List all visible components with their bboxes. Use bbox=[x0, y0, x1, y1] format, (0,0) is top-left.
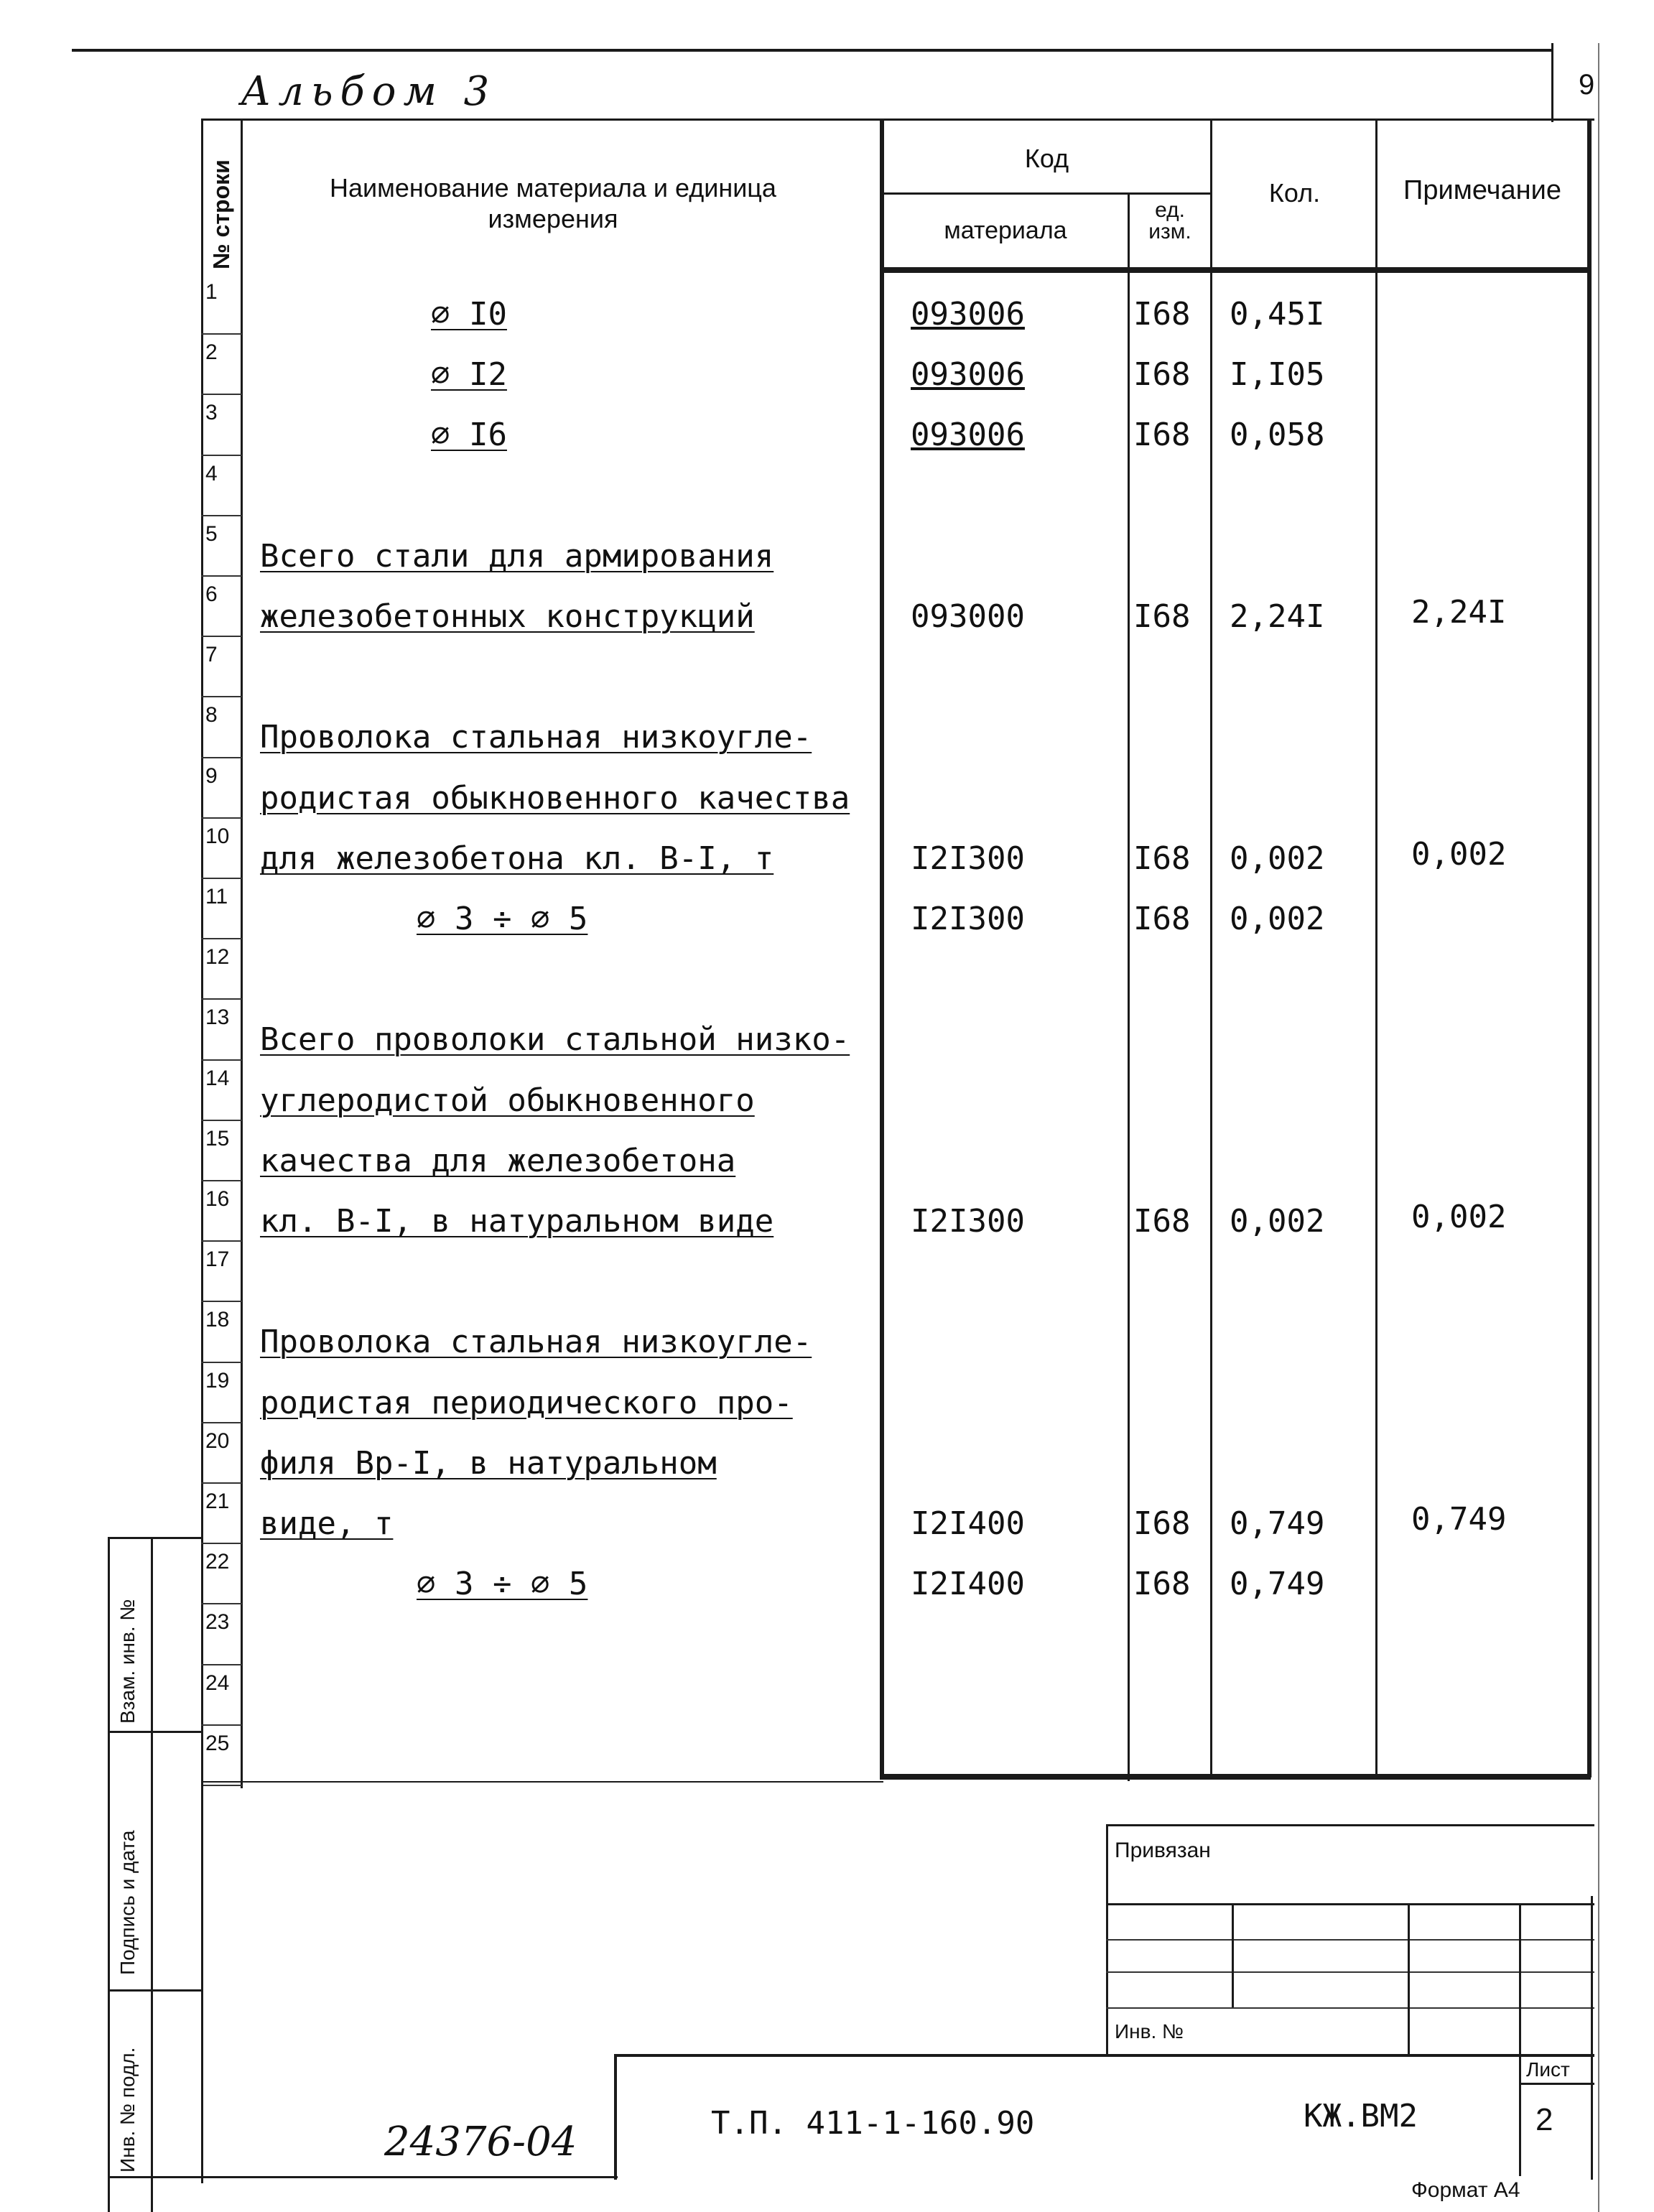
side-stamp-inv: Инв. № подл. bbox=[116, 2047, 139, 2172]
col-name-divider bbox=[880, 118, 884, 1778]
material-name: Проволока стальная низкоугле- bbox=[260, 1324, 812, 1361]
top-border bbox=[72, 49, 1551, 52]
material-name: филя Вр-I, в натуральном bbox=[260, 1444, 717, 1482]
material-name: железобетонных конструкций bbox=[260, 598, 755, 635]
header-code: Код bbox=[1024, 144, 1069, 173]
header-bottom bbox=[880, 267, 1591, 273]
header-qty: Кол. bbox=[1268, 178, 1321, 208]
row-number: 16 bbox=[205, 1187, 230, 1211]
row-separator bbox=[201, 636, 242, 637]
material-code: I2I400 bbox=[911, 1505, 1025, 1542]
row-separator bbox=[201, 1362, 242, 1363]
row-separator bbox=[201, 515, 242, 516]
row-separator bbox=[201, 455, 242, 456]
row-separator bbox=[201, 696, 242, 697]
material-name: для железобетона кл. В-I, т bbox=[260, 840, 774, 877]
row-number: 3 bbox=[205, 401, 218, 425]
quantity: I,I05 bbox=[1230, 356, 1325, 394]
row-separator bbox=[201, 878, 242, 879]
quantity: 2,24I bbox=[1230, 598, 1325, 635]
tb-inventory-handwritten: 24376-04 bbox=[384, 2119, 577, 2165]
code-subheader-line bbox=[880, 192, 1210, 195]
note: 0,002 bbox=[1411, 1199, 1507, 1235]
header-row-no: № строки bbox=[208, 159, 234, 269]
tb-sheet-label-line bbox=[1519, 2083, 1594, 2085]
tb-privyazan-top bbox=[1106, 1824, 1594, 1826]
row-separator bbox=[201, 1059, 242, 1061]
row-separator bbox=[201, 1603, 242, 1604]
row-number: 5 bbox=[205, 521, 218, 546]
row-number: 4 bbox=[205, 461, 218, 485]
row-separator bbox=[201, 817, 242, 819]
tb-privyazan-label: Привязан bbox=[1115, 1839, 1211, 1862]
row-separator bbox=[201, 1301, 242, 1302]
header-code-unit: ед. изм. bbox=[1148, 198, 1191, 243]
side-stamp-mid bbox=[151, 1537, 153, 2212]
row-number: 24 bbox=[205, 1670, 230, 1695]
row-number: 23 bbox=[205, 1610, 230, 1635]
side-stamp-top bbox=[108, 1537, 201, 1539]
row-number: 9 bbox=[205, 763, 218, 788]
table-bottom bbox=[880, 1774, 1591, 1780]
material-name: виде, т bbox=[260, 1505, 394, 1542]
tb-line-3 bbox=[1106, 1971, 1594, 1973]
row-separator bbox=[201, 333, 242, 335]
tb-line-2 bbox=[1106, 1939, 1594, 1941]
material-name: Проволока стальная низкоугле- bbox=[260, 719, 812, 756]
row-separator bbox=[201, 1785, 242, 1786]
unit-code: I68 bbox=[1133, 1203, 1191, 1240]
material-code: I2I300 bbox=[911, 1203, 1025, 1240]
material-name: родистая обыкновенного качества bbox=[260, 779, 850, 817]
album-label: Альбом 3 bbox=[241, 68, 497, 115]
row-number: 25 bbox=[205, 1731, 230, 1755]
tb-inv-no-label: Инв. № bbox=[1115, 2020, 1184, 2043]
sheet-number-top: 9 bbox=[1579, 69, 1595, 101]
row-separator bbox=[201, 938, 242, 939]
row-number: 18 bbox=[205, 1308, 230, 1332]
side-stamp-bottom bbox=[108, 2176, 618, 2178]
material-name: ⌀ I0 bbox=[431, 296, 507, 333]
row-separator bbox=[201, 757, 242, 758]
row-number: 15 bbox=[205, 1126, 230, 1151]
row-number: 11 bbox=[205, 885, 228, 908]
row-separator bbox=[201, 394, 242, 395]
tb-vdiv-2 bbox=[1408, 1903, 1410, 2054]
tb-sheet-label: Лист bbox=[1526, 2058, 1570, 2081]
far-right-edge bbox=[1598, 43, 1599, 2212]
tb-main-top bbox=[614, 2054, 1594, 2057]
row-number: 21 bbox=[205, 1490, 230, 1513]
row-separator bbox=[201, 998, 242, 1000]
row-number: 17 bbox=[205, 1247, 230, 1272]
unit-code: I68 bbox=[1133, 296, 1191, 333]
frame-left-bottom bbox=[201, 1781, 203, 2183]
row-number: 19 bbox=[205, 1368, 230, 1393]
unit-code: I68 bbox=[1133, 901, 1191, 937]
row-number: 6 bbox=[205, 582, 218, 606]
quantity: 0,002 bbox=[1230, 901, 1325, 937]
unit-code: I68 bbox=[1133, 417, 1191, 454]
note: 0,749 bbox=[1411, 1501, 1507, 1538]
material-name: ⌀ 3 ÷ ⌀ 5 bbox=[417, 901, 588, 937]
row-number: 20 bbox=[205, 1428, 230, 1453]
tb-sheet-value: 2 bbox=[1535, 2102, 1553, 2137]
material-code: I2I400 bbox=[911, 1566, 1025, 1603]
tb-mark: КЖ.ВМ2 bbox=[1304, 2098, 1418, 2134]
table-top bbox=[201, 118, 1594, 121]
material-name: родистая периодического про- bbox=[260, 1384, 793, 1421]
quantity: 0,749 bbox=[1230, 1566, 1325, 1603]
row-number: 8 bbox=[205, 703, 218, 728]
row-number: 13 bbox=[205, 1005, 230, 1030]
material-name: Всего стали для армирования bbox=[260, 537, 774, 575]
tb-project: Т.П. 411-1-160.90 bbox=[711, 2105, 1035, 2142]
table-right bbox=[1587, 118, 1592, 1778]
tb-vdiv-1 bbox=[1232, 1903, 1234, 2007]
format-label: Формат А4 bbox=[1411, 2178, 1520, 2202]
unit-code: I68 bbox=[1133, 356, 1191, 394]
header-name: Наименование материала и единица измерения bbox=[330, 173, 776, 234]
header-code-material: материала bbox=[944, 217, 1067, 244]
material-name: ⌀ I6 bbox=[431, 417, 507, 454]
row-separator bbox=[201, 1180, 242, 1181]
row-separator bbox=[201, 1240, 242, 1242]
row-number: 12 bbox=[205, 945, 230, 970]
col-num-divider bbox=[241, 118, 243, 1788]
row-separator bbox=[201, 1120, 242, 1121]
side-stamp-vzam: Взам. инв. № bbox=[116, 1599, 139, 1724]
unit-code: I68 bbox=[1133, 840, 1191, 877]
material-name: ⌀ 3 ÷ ⌀ 5 bbox=[417, 1566, 588, 1603]
side-stamp-div1 bbox=[108, 1731, 201, 1733]
quantity: 0,002 bbox=[1230, 1203, 1325, 1240]
row25-bottom bbox=[201, 1781, 883, 1783]
material-name: Всего проволоки стальной низко- bbox=[260, 1021, 850, 1059]
row-number: 14 bbox=[205, 1066, 230, 1090]
row-separator bbox=[201, 1724, 242, 1726]
quantity: 0,058 bbox=[1230, 417, 1325, 454]
side-stamp-left bbox=[108, 1537, 110, 2212]
note: 2,24I bbox=[1411, 594, 1507, 631]
header-note: Примечание bbox=[1403, 175, 1561, 205]
right-page-border bbox=[1551, 43, 1553, 122]
col-qty-divider bbox=[1210, 118, 1212, 1778]
tb-line-4 bbox=[1106, 2007, 1594, 2009]
row-separator bbox=[201, 1543, 242, 1544]
quantity: 0,002 bbox=[1230, 840, 1325, 877]
row-separator bbox=[201, 1422, 242, 1423]
tb-line-1 bbox=[1106, 1903, 1594, 1905]
row-number: 22 bbox=[205, 1550, 230, 1574]
note: 0,002 bbox=[1411, 835, 1507, 873]
unit-code: I68 bbox=[1133, 1566, 1191, 1603]
quantity: 0,749 bbox=[1230, 1505, 1325, 1542]
side-stamp-div2 bbox=[108, 1989, 201, 1992]
row-number: 7 bbox=[205, 643, 218, 667]
row-number: 2 bbox=[205, 340, 218, 365]
row-separator bbox=[201, 1482, 242, 1484]
quantity: 0,45I bbox=[1230, 296, 1325, 333]
tb-main-right bbox=[1591, 1896, 1593, 2180]
row-separator bbox=[201, 575, 242, 577]
col-unit-divider bbox=[1128, 194, 1130, 1781]
material-name: ⌀ I2 bbox=[431, 356, 507, 394]
material-name: качества для железобетона bbox=[260, 1142, 736, 1179]
unit-code: I68 bbox=[1133, 598, 1191, 635]
unit-code: I68 bbox=[1133, 1505, 1191, 1542]
col-note-divider bbox=[1375, 118, 1377, 1778]
row-number: 1 bbox=[205, 280, 218, 304]
side-stamp-podpis: Подпись и дата bbox=[116, 1830, 139, 1975]
tb-main-left bbox=[614, 2054, 617, 2180]
material-code: 093006 bbox=[911, 356, 1025, 394]
material-name: кл. В-I, в натуральном виде bbox=[260, 1203, 774, 1240]
material-code: 093006 bbox=[911, 296, 1025, 333]
row-separator bbox=[201, 1664, 242, 1665]
material-code: 093006 bbox=[911, 417, 1025, 454]
material-code: 093000 bbox=[911, 598, 1025, 635]
tb-vdiv-3 bbox=[1519, 1903, 1521, 2176]
table-left bbox=[201, 118, 203, 1788]
material-code: I2I300 bbox=[911, 901, 1025, 937]
material-code: I2I300 bbox=[911, 840, 1025, 877]
row-number: 10 bbox=[205, 824, 230, 848]
material-name: углеродистой обыкновенного bbox=[260, 1082, 755, 1119]
